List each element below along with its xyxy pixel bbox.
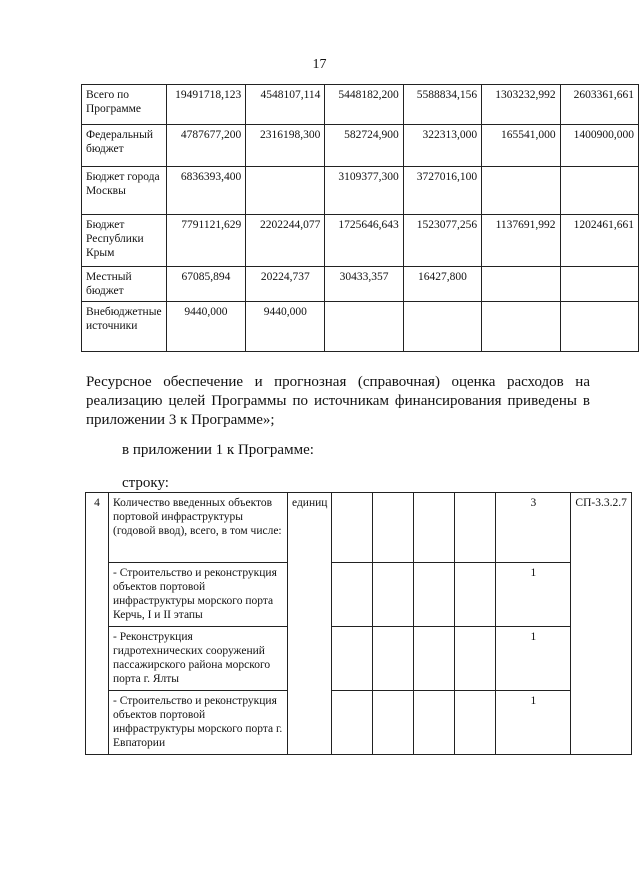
indicator-count: 1 [496,691,571,755]
funding-table [81,84,639,352]
funding-value-cell [246,167,325,215]
funding-value-cell: 4548107,114 [246,85,325,125]
funding-source-label: Федеральный бюджет [82,125,167,167]
indicator-table [85,492,632,755]
funding-value-cell: 5588834,156 [403,85,481,125]
indicator-row [86,493,632,563]
funding-value-cell: 582724,900 [325,125,403,167]
empty-cell [373,493,414,563]
empty-cell [373,627,414,691]
empty-cell [414,691,455,755]
funding-source-label: Бюджет города Москвы [82,167,167,215]
indicator-row [86,563,632,627]
funding-row [82,215,639,267]
funding-value-cell: 1400900,000 [560,125,638,167]
funding-value-cell: 2202244,077 [246,215,325,267]
funding-value-cell: 1137691,992 [482,215,560,267]
funding-value-cell: 30433,357 [325,267,403,302]
empty-cell [332,563,373,627]
empty-cell [373,691,414,755]
funding-value-cell: 2316198,300 [246,125,325,167]
funding-value-cell: 3727016,100 [403,167,481,215]
empty-cell [332,493,373,563]
funding-value-cell [482,302,560,352]
empty-cell [332,627,373,691]
indicator-row [86,691,632,755]
indicator-code: СП-3.3.2.7 [571,493,631,755]
funding-value-cell: 6836393,400 [166,167,246,215]
funding-value-cell: 20224,737 [246,267,325,302]
funding-value-cell: 165541,000 [482,125,560,167]
paragraph-appendix-1: в приложении 1 к Программе: [122,442,314,458]
funding-value-cell: 322313,000 [403,125,481,167]
indicator-count: 1 [496,563,571,627]
empty-cell [414,627,455,691]
funding-value-cell [560,302,638,352]
funding-value-cell: 1725646,643 [325,215,403,267]
indicator-unit: единиц [288,493,332,755]
empty-cell [455,627,496,691]
funding-value-cell: 5448182,200 [325,85,403,125]
funding-source-label: Всего по Программе [82,85,167,125]
funding-value-cell [482,167,560,215]
funding-value-cell: 19491718,123 [166,85,246,125]
indicator-description: - Строительство и реконструкция объектов портовой инфраструктуры морского порта Керчь, I и II этапы [109,563,288,627]
funding-value-cell [403,302,481,352]
empty-cell [332,691,373,755]
empty-cell [455,691,496,755]
funding-value-cell: 2603361,661 [560,85,638,125]
indicator-row-number: 4 [86,493,109,755]
indicator-count: 3 [496,493,571,563]
empty-cell [455,493,496,563]
funding-row [82,267,639,302]
empty-cell [414,493,455,563]
empty-cell [414,563,455,627]
funding-value-cell: 16427,800 [403,267,481,302]
funding-value-cell [482,267,560,302]
funding-value-cell: 1202461,661 [560,215,638,267]
page-number: 17 [312,57,327,72]
funding-source-label: Бюджет Республики Крым [82,215,167,267]
funding-value-cell: 1523077,256 [403,215,481,267]
paragraph-resource-provision: Ресурсное обеспечение и прогнозная (справочная) оценка расходов на реализацию целей Программы по источникам финансирования приведены в приложении 3 к Программе»; [86,374,590,428]
funding-value-cell: 9440,000 [166,302,246,352]
indicator-description: Количество введенных объектов портовой инфраструктуры (годовой ввод), всего, в том числе: [109,493,288,563]
funding-value-cell: 1303232,992 [482,85,560,125]
indicator-row [86,627,632,691]
funding-value-cell: 7791121,629 [166,215,246,267]
funding-value-cell: 4787677,200 [166,125,246,167]
funding-source-label: Местный бюджет [82,267,167,302]
funding-source-label: Внебюджетные источники [82,302,167,352]
funding-value-cell: 3109377,300 [325,167,403,215]
funding-row [82,125,639,167]
empty-cell [455,563,496,627]
funding-value-cell [325,302,403,352]
indicator-description: - Строительство и реконструкция объектов портовой инфраструктуры морского порта г. Евпатории [109,691,288,755]
funding-value-cell [560,267,638,302]
funding-value-cell: 67085,894 [166,267,246,302]
funding-value-cell: 9440,000 [246,302,325,352]
paragraph-row-label: строку: [122,475,169,491]
indicator-description: - Реконструкция гидротехнических сооружений пассажирского района морского порта г. Ялты [109,627,288,691]
empty-cell [373,563,414,627]
funding-row [82,302,639,352]
funding-row [82,167,639,215]
indicator-count: 1 [496,627,571,691]
funding-value-cell [560,167,638,215]
funding-row [82,85,639,125]
